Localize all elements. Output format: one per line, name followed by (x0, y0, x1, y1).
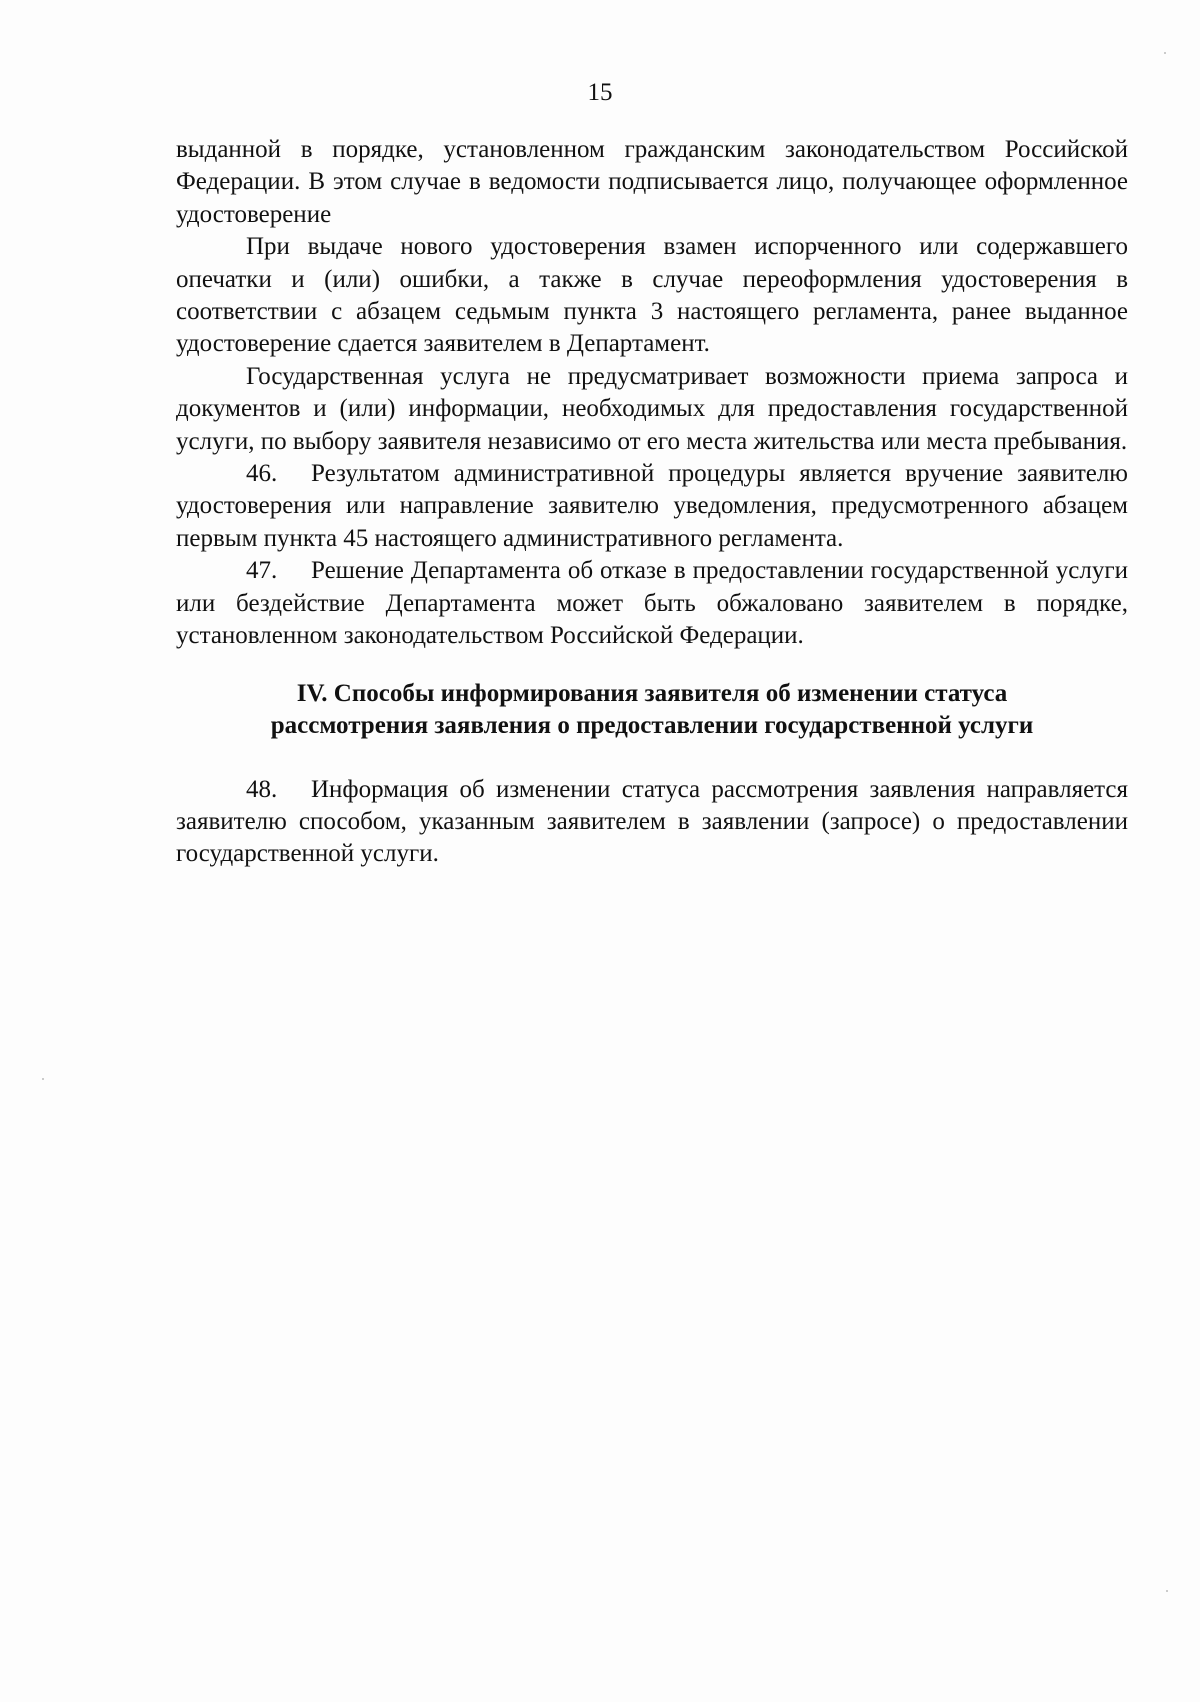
paragraph-47 (176, 555, 1128, 652)
section-heading (176, 678, 1128, 742)
section-heading-line-2: рассмотрения заявления о предоставлении государственной услуги (270, 711, 1034, 739)
paragraph-46 (176, 458, 1128, 555)
paragraph-48-text: Информация об изменении статуса рассмотрения заявления направляется заявителю способом, указанным заявителем в заявлении (запросе) о предоставлении государственной услуги. (176, 775, 1128, 868)
paragraph-continuation: выданной в порядке, установленном гражданским законодательством Российской Федерации. В этом случае в ведомости подписывается лицо, получающее оформленное удостоверение (176, 136, 1128, 228)
scan-speck (1164, 52, 1166, 54)
paragraph-replacement-certificate: При выдаче нового удостоверения взамен испорченного или содержавшего опечатки и (или) ошибки, а также в случае переоформления удостоверения в соответствии с абзацем седьмым пункта 3 настоящего регламента, ранее выданное удостоверение сдается заявителем в Департамент. (176, 233, 1128, 358)
paragraph-48-number: 48. (246, 775, 278, 803)
paragraph-47-number: 47. (246, 557, 278, 585)
paragraph-47-text: Решение Департамента об отказе в предоставлении государственной услуги или бездействие Департамента может быть обжаловано заявителем в порядке, установленном законодательством Российской Федерации. (176, 557, 1128, 650)
scan-speck (42, 1078, 44, 1080)
scan-speck (1166, 1590, 1168, 1592)
document-body (176, 134, 1128, 871)
section-heading-line-1: IV. Способы информирования заявителя об изменении статуса (296, 679, 1008, 707)
paragraph-48 (176, 774, 1128, 871)
paragraph-46-text: Результатом административной процедуры является вручение заявителю удостоверения или направление заявителю уведомления, предусмотренного абзацем первым пункта 45 настоящего административного регламента. (176, 460, 1128, 552)
paragraph-46-number: 46. (246, 460, 278, 488)
paragraph-no-extraterritorial: Государственная услуга не предусматривает возможности приема запроса и документов и (или) информации, необходимых для предоставления государственной услуги, по выбору заявителя независимо от его места жительства или места пребывания. (176, 362, 1128, 455)
page-number: 15 (587, 79, 613, 106)
